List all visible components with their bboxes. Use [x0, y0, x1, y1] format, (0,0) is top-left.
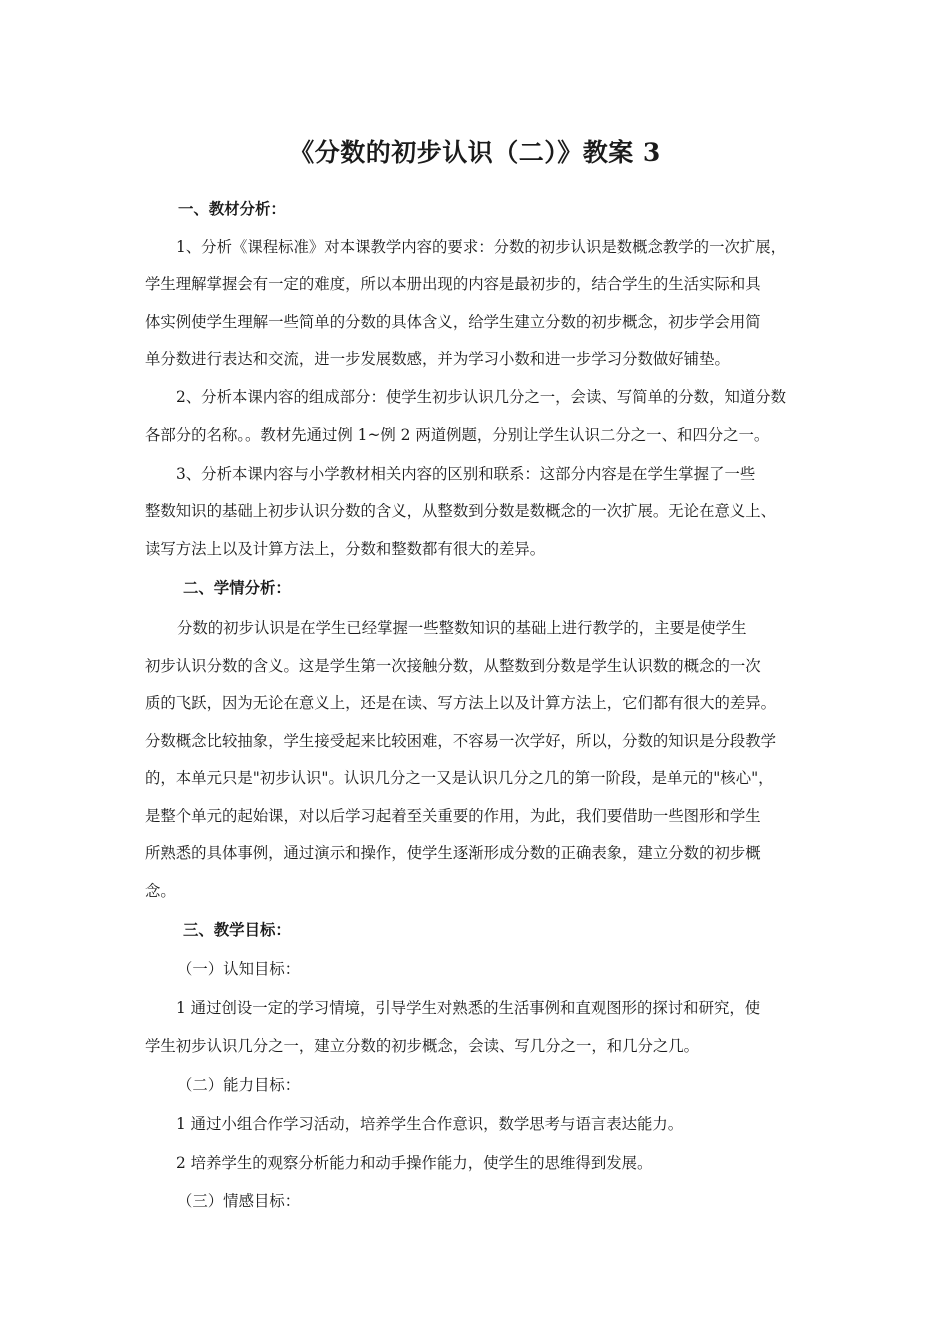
- section-heading-textbook-analysis: 一、教材分析：: [178, 200, 286, 218]
- paragraph-line: 分数概念比较抽象，学生接受起来比较困难，不容易一次学好，所以，分数的知识是分段教学: [145, 732, 777, 750]
- paragraph-line: 是整个单元的起始课，对以后学习起着至关重要的作用，为此，我们要借助一些图形和学生: [145, 807, 761, 825]
- paragraph-line: 念。: [145, 882, 176, 900]
- paragraph-line: 2、分析本课内容的组成部分：使学生初步认识几分之一，会读、写简单的分数，知道分数: [176, 388, 787, 406]
- paragraph-line: 体实例使学生理解一些简单的分数的具体含义，给学生建立分数的初步概念，初步学会用简: [145, 313, 761, 331]
- paragraph-line: 初步认识分数的含义。这是学生第一次接触分数，从整数到分数是学生认识数的概念的一次: [145, 657, 761, 675]
- paragraph-line: 所熟悉的具体事例，通过演示和操作，使学生逐渐形成分数的正确表象，建立分数的初步概: [145, 844, 761, 862]
- paragraph-line: 读写方法上以及计算方法上，分数和整数都有很大的差异。: [145, 540, 546, 558]
- paragraph-line: 质的飞跃，因为无论在意义上，还是在读、写方法上以及计算方法上，它们都有很大的差异。: [145, 694, 777, 712]
- paragraph-line: 各部分的名称。。教材先通过例 1~例 2 两道例题，分别让学生认识二分之一、和四分之一。: [145, 426, 770, 444]
- subheading-emotional-goals: （三）情感目标：: [177, 1192, 301, 1210]
- paragraph-line: 1 通过创设一定的学习情境，引导学生对熟悉的生活事例和直观图形的探讨和研究，使: [176, 999, 761, 1017]
- paragraph-line: 3、分析本课内容与小学教材相关内容的区别和联系：这部分内容是在学生掌握了一些: [176, 465, 756, 483]
- paragraph-line: 分数的初步认识是在学生已经掌握一些整数知识的基础上进行教学的，主要是使学生: [177, 619, 747, 637]
- paragraph-line: 1、分析《课程标准》对本课教学内容的要求：分数的初步认识是数概念教学的一次扩展，: [176, 238, 787, 256]
- paragraph-line: 学生初步认识几分之一，建立分数的初步概念，会读、写几分之一，和几分之几。: [145, 1037, 700, 1055]
- subheading-ability-goals: （二）能力目标：: [177, 1076, 301, 1094]
- section-heading-learning-analysis: 二、学情分析：: [183, 579, 291, 597]
- list-item: 1 通过小组合作学习活动，培养学生合作意识，数学思考与语言表达能力。: [176, 1115, 684, 1133]
- subheading-cognitive-goals: （一）认知目标：: [177, 960, 301, 978]
- list-item: 2 培养学生的观察分析能力和动手操作能力，使学生的思维得到发展。: [176, 1154, 653, 1172]
- paragraph-line: 单分数进行表达和交流，进一步发展数感，并为学习小数和进一步学习分数做好铺垫。: [145, 350, 730, 368]
- paragraph-line: 学生理解掌握会有一定的难度，所以本册出现的内容是最初步的，结合学生的生活实际和具: [145, 275, 761, 293]
- paragraph-line: 整数知识的基础上初步认识分数的含义，从整数到分数是数概念的一次扩展。无论在意义上、: [145, 502, 777, 520]
- paragraph-line: 的，本单元只是"初步认识"。认识几分之一又是认识几分之几的第一阶段，是单元的"核心"，: [145, 769, 774, 787]
- section-heading-teaching-goals: 三、教学目标：: [183, 921, 291, 939]
- document-title: 《分数的初步认识（二）》教案 3: [289, 138, 661, 167]
